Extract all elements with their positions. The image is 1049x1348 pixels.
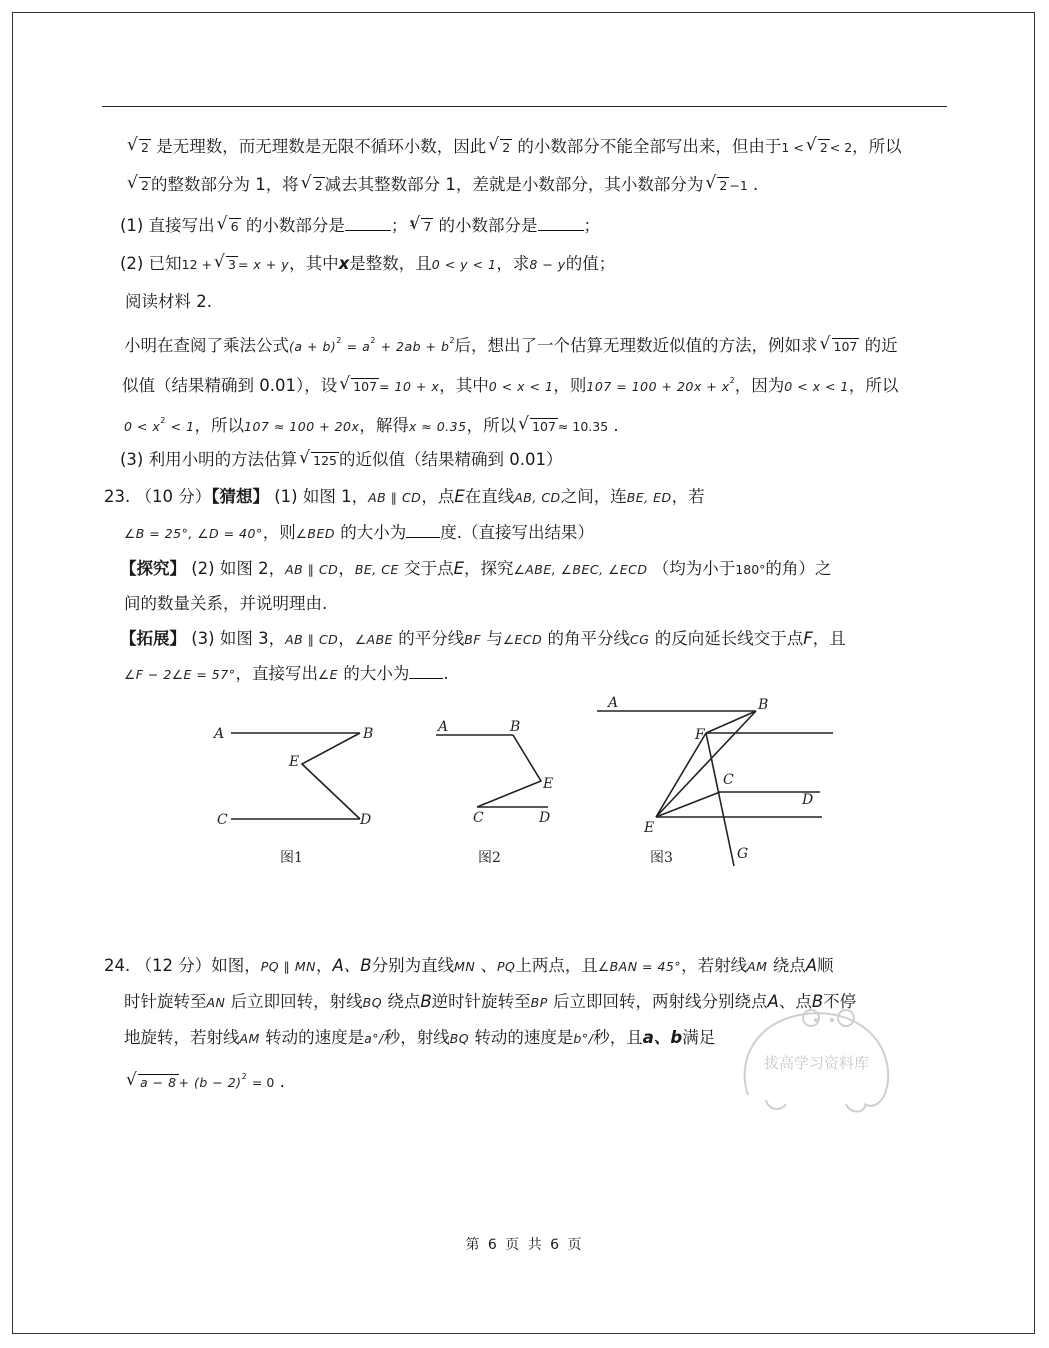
math-inline: x ≈ 0.35 [408,419,467,434]
point-label-a: A [214,726,225,742]
text-segment: 秒，且 [593,1028,643,1047]
text-segment: ，所以 [194,416,245,435]
radicand: 107 [532,419,556,434]
text-segment: 的小数部分不能全部写出来，但由于 [517,137,782,156]
text-segment: 绕点 [772,956,806,975]
math-inline: BQ [362,995,383,1010]
radicand: 2 [141,178,149,193]
text-segment: ，则 [262,523,296,542]
radicand: 7 [423,219,432,234]
math-inline: b°/ [573,1031,594,1046]
radicand: 2 [314,178,323,193]
segment-fb [706,711,756,733]
point-label-d: D [539,810,551,826]
text-segment: ，则 [553,376,587,395]
figure-caption: 图2 [478,850,501,866]
math-inline: AB, CD [514,490,561,505]
math-inline: a°/ [364,1031,384,1046]
text-segment: ，所以 [852,137,902,156]
problem-23-line4: 间的数量关系，并说明理由. [124,594,328,613]
text-segment: ，所以 [848,376,899,395]
text-segment: ； [583,216,601,235]
text-segment: 在直线 [464,487,515,506]
polyline-bec [477,735,541,807]
point-label-d: D [360,812,372,828]
math-inline: CG [630,632,650,647]
math-inline: + 2ab + b [380,339,450,354]
point-label-c: C [217,812,228,828]
math-inline: 0 < x < 1 [784,379,849,394]
math-inline: < 1 [170,419,195,434]
text-segment: 的角）之 [765,559,832,578]
text-segment: 的大小为 [340,523,407,542]
radicand: 125 [313,453,337,468]
segment-be [656,711,756,817]
text-segment: ，求 [496,254,530,273]
variable-x: x [338,254,350,273]
math-inline: 107 = 100 + 20x + x [586,379,730,394]
point-label-c: C [473,810,484,826]
point-label-b: B [758,697,769,713]
text-segment: 的平分线 [398,629,465,648]
exponent: 2 [449,336,455,345]
math-inline: ∠ABE [354,632,394,647]
text-segment: ，其中 [439,376,489,395]
point-label-e: E [543,776,554,792]
text-segment: (3) 如图 3， [191,629,286,648]
text-segment: （均为小于 [652,559,736,578]
point-label-e: E [644,820,655,836]
math-inline: 0 < x < 1 [488,379,554,394]
text-segment: . [443,664,449,683]
text-segment: 的整数部分为 1，将 [150,175,299,194]
math-inline: BE, CE [354,562,399,577]
text-segment: 是整数，且 [349,254,432,273]
math-inline: AM [747,959,768,974]
figure-caption: 图3 [650,850,673,866]
text-segment: 的大小为 [343,664,410,683]
variable: B [420,992,432,1011]
exponent: 2 [160,416,166,425]
radicand: 107 [353,379,378,394]
text-segment: 后，想出了一个估算无理数近似值的方法，例如求 [454,336,818,355]
segment-fe [656,733,706,817]
math-inline: BE, ED [626,490,672,505]
exponent: 2 [241,1072,247,1081]
point-label-a: A [438,719,449,735]
text-segment: 的近似值（结果精确到 0.01） [338,450,563,469]
radicand: 2 [819,140,828,155]
text-segment: 分别为直线 [371,956,455,975]
text-segment: 、点 [778,992,812,1011]
math-inline: MN [454,959,476,974]
text-segment: ， [338,629,355,648]
problem-24-line3 [124,1027,715,1050]
text-segment: 转动的速度是 [265,1028,365,1047]
text-segment: 不停 [823,992,857,1011]
point-label-b: B [363,726,374,742]
variable: E [454,487,465,506]
math-inline: ∠B = 25°, ∠D = 40° [124,526,263,541]
text-segment: 似值（结果精确到 0.01），设 [122,376,338,395]
question-label: (1) 直接写出 [120,216,215,235]
text-segment: 、 [480,956,497,975]
text-segment: 之间，连 [560,487,627,506]
reading2-title: 阅读材料 2. [125,292,212,311]
math-inline: = 10 + x [379,379,440,394]
point-label-f: F [695,727,705,743]
text-segment: 秒，射线 [383,1028,450,1047]
text-segment: (2) 如图 2， [191,559,286,578]
text-segment: ，探究 [464,559,514,578]
math-inline: = 0 [251,1075,275,1090]
radicand: 6 [230,219,239,234]
exponent: 2 [370,336,376,345]
radicand: 107 [833,339,858,354]
radicand: 2 [141,140,149,155]
text-segment: 减去其整数部分 1，差就是小数部分，其小数部分为 [324,175,704,194]
math-inline: ∠BAN = 45° [597,959,682,974]
page-footer: 第 6 页 共 6 页 [465,1237,584,1253]
text-segment: 的值； [565,254,616,273]
radicand: a − 8 [140,1075,177,1090]
problem-score: （10 分） [135,487,212,506]
text-segment: 与 [486,629,503,648]
variable: A [805,956,818,975]
math-inline: ∠ABE, ∠BEC, ∠ECD [513,562,648,577]
text-segment: 顺 [817,956,834,975]
point-label-a: A [608,695,619,711]
math-inline: PQ [496,959,516,974]
text-segment: ，若射线 [681,956,748,975]
point-label-d: D [802,792,814,808]
text-segment: 的角平分线 [547,629,631,648]
section-tag: 【猜想】 [211,487,269,506]
text-segment: 的近 [864,336,898,355]
math-inline: 107 ≈ 100 + 20x [244,419,360,434]
math-inline: AB ∥ CD [285,632,339,647]
math-inline: 0 < x [124,419,161,434]
text-segment: 后立即回转，射线 [230,992,363,1011]
text-segment: 的小数部分是 [438,216,538,235]
text-segment: ，因为 [734,376,785,395]
variable: E [453,559,465,578]
question-label: (2) 已知 [120,254,182,273]
question-label: (3) 利用小明的方法估算 [120,450,298,469]
text-segment: 满足 [682,1028,716,1047]
text-segment: ； [390,216,408,235]
math-inline: BF [464,632,482,647]
text-segment: 地旋转，若射线 [124,1028,240,1047]
text-segment: 小明在查阅了乘法公式 [124,336,289,355]
text-segment: 后立即回转，两射线分别绕点 [553,992,768,1011]
point-label-b: B [510,719,521,735]
text-segment: ， [338,559,355,578]
variable: B [811,992,824,1011]
problem-24-line4 [124,1066,285,1094]
point-label-g: G [737,846,749,862]
variable: a、b [642,1028,683,1047]
radicand: 3 [227,257,236,272]
text-segment: 交于点 [404,559,454,578]
text-segment: 如图， [211,956,261,975]
math-inline: BP [530,995,548,1010]
sqrt-expression [126,1071,179,1094]
text-segment: 转动的速度是 [474,1028,574,1047]
text-segment: ，直接写出 [235,664,318,683]
root-index: √ 3 [409,219,415,228]
text-segment: ， [315,956,333,975]
text-segment: ，若 [671,487,705,506]
math-inline: ≈ 10.35 [557,419,609,434]
watermark [736,1000,896,1120]
math-inline: 180° [735,562,766,577]
radicand: 2 [719,178,728,193]
math-inline: PQ ∥ MN [260,959,316,974]
section-tag: 【探究】 [120,559,186,578]
problem-number: 24. [104,956,131,975]
line-fg [706,733,734,866]
math-inline: AB ∥ CD [368,490,422,505]
math-inline: 8 − y [529,257,566,272]
math-inline: = x + y [237,257,290,272]
text-segment: . [613,416,619,435]
math-inline: −1 [729,178,748,193]
text-segment: ，且 [812,629,846,648]
text-segment: 绕点 [387,992,421,1011]
text-segment: 度.（直接写出结果） [440,523,595,542]
math-inline: = a [346,339,371,354]
problem-24-line1 [104,955,834,978]
figure-caption: 图1 [280,850,303,866]
exponent: 2 [729,376,735,385]
point-label-e: E [289,754,300,770]
variable: A、B [332,956,372,975]
text-segment: 是无理数，而无理数是无限不循环小数，因此 [156,137,487,156]
text-segment: . [753,175,759,194]
math-inline: ∠BED [295,526,336,541]
figure-3 [597,711,833,866]
math-inline: 1 < [781,140,804,155]
text-segment: 时针旋转至 [124,992,207,1011]
math-inline: 12 + [181,257,212,272]
polyline-bed [302,733,360,819]
text-segment: ，所以 [466,416,517,435]
math-inline: AM [239,1031,260,1046]
text-segment: 的小数部分是 [245,216,345,235]
figure-1 [231,733,360,819]
text-segment: . [279,1072,285,1091]
problem-number: 23. [104,487,131,506]
variable: A [767,992,779,1011]
math-inline: + (b − 2) [178,1075,242,1090]
math-inline: ∠F − 2∠E = 57° [124,667,236,682]
math-inline: ∠E [317,667,339,682]
point-label-c: C [723,772,734,788]
radicand: 2 [502,140,511,155]
math-inline: (a + b) [289,339,337,354]
figure-2 [436,735,548,807]
text-segment: ，解得 [359,416,409,435]
section-tag: 【拓展】 [120,629,186,648]
problem-score: （12 分） [135,956,212,975]
watermark-text: 拔高学习资料库 [764,1054,870,1072]
math-inline: < 2 [829,140,853,155]
exponent: 2 [336,336,342,345]
segment-ec [656,792,720,817]
text-segment: ，其中 [289,254,339,273]
math-inline: AB ∥ CD [285,562,339,577]
math-inline: BQ [449,1031,470,1046]
math-inline: ∠ECD [502,632,543,647]
text-segment: ，点 [421,487,455,506]
text-segment: 上两点，且 [515,956,598,975]
math-inline: AN [206,995,226,1010]
text-segment: 逆时针旋转至 [431,992,531,1011]
text-segment: (1) 如图 1， [274,487,369,506]
text-segment: 的反向延长线交于点 [654,629,804,648]
variable: F [803,629,813,648]
math-inline: 0 < y < 1 [431,257,497,272]
